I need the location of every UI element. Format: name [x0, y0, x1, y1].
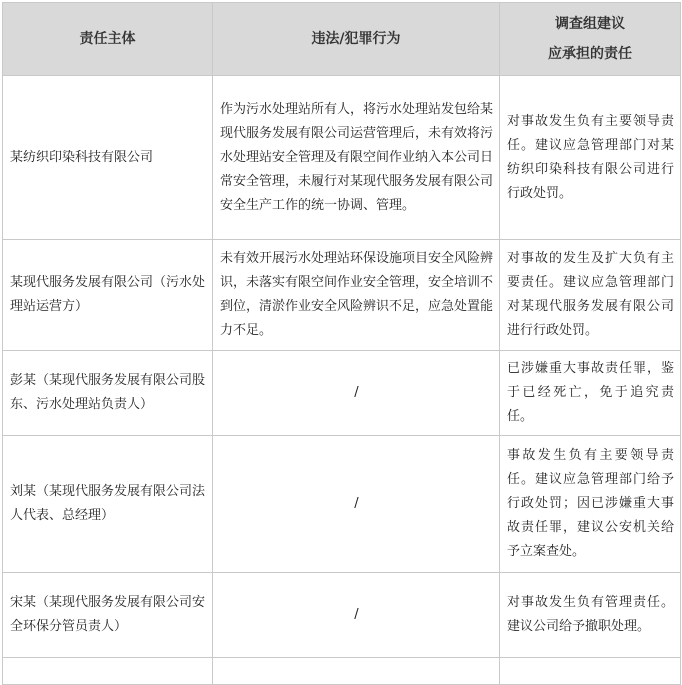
header-entity: 责任主体	[3, 3, 213, 76]
violation-cell: /	[213, 351, 500, 436]
responsibility-cell: 对事故发生负有管理责任。建议公司给予撤职处理。	[500, 573, 681, 658]
responsibility-cell: 已涉嫌重大事故责任罪，鉴于已经死亡，免于追究责任。	[500, 351, 681, 436]
header-responsibility-line1: 调查组建议	[555, 16, 625, 32]
table-row-partial	[3, 658, 681, 685]
violation-cell: 作为污水处理站所有人，将污水处理站发包给某现代服务发展有限公司运营管理后，未有效将污水处理站安全管理及有限空间作业纳入本公司日常安全管理，未履行对某现代服务发展有限公司安全生产工作的统一协调、管理。	[213, 76, 500, 240]
table-row	[3, 351, 681, 436]
table-row	[3, 573, 681, 658]
violation-cell-empty	[213, 658, 500, 685]
table-header-row	[3, 3, 681, 76]
responsibility-cell: 对事故发生负有主要领导责任。建议应急管理部门对某纺织印染科技有限公司进行行政处罚。	[500, 76, 681, 240]
entity-cell-empty	[3, 658, 213, 685]
entity-cell: 刘某（某现代服务发展有限公司法人代表、总经理）	[3, 436, 213, 573]
responsibility-cell: 事故发生负有主要领导责任。建议应急管理部门给予行政处罚；因已涉嫌重大事故责任罪，建议公安机关给予立案查处。	[500, 436, 681, 573]
entity-cell: 宋某（某现代服务发展有限公司安全环保分管员责人）	[3, 573, 213, 658]
header-responsibility	[500, 3, 681, 76]
table-row	[3, 240, 681, 351]
table-row	[3, 436, 681, 573]
entity-cell: 某纺织印染科技有限公司	[3, 76, 213, 240]
responsibility-table	[2, 2, 681, 685]
violation-cell: /	[213, 573, 500, 658]
entity-cell: 某现代服务发展有限公司（污水处理站运营方）	[3, 240, 213, 351]
responsibility-cell: 对事故的发生及扩大负有主要责任。建议应急管理部门对某现代服务发展有限公司进行行政处罚。	[500, 240, 681, 351]
table-row	[3, 76, 681, 240]
violation-cell: 未有效开展污水处理站环保设施项目安全风险辨识，未落实有限空间作业安全管理，安全培训不到位，清淤作业安全风险辨识不足，应急处置能力不足。	[213, 240, 500, 351]
responsibility-cell-empty	[500, 658, 681, 685]
entity-cell: 彭某（某现代服务发展有限公司股东、污水处理站负责人）	[3, 351, 213, 436]
header-responsibility-line2: 应承担的责任	[548, 46, 632, 62]
header-violation: 违法/犯罪行为	[213, 3, 500, 76]
violation-cell: /	[213, 436, 500, 573]
